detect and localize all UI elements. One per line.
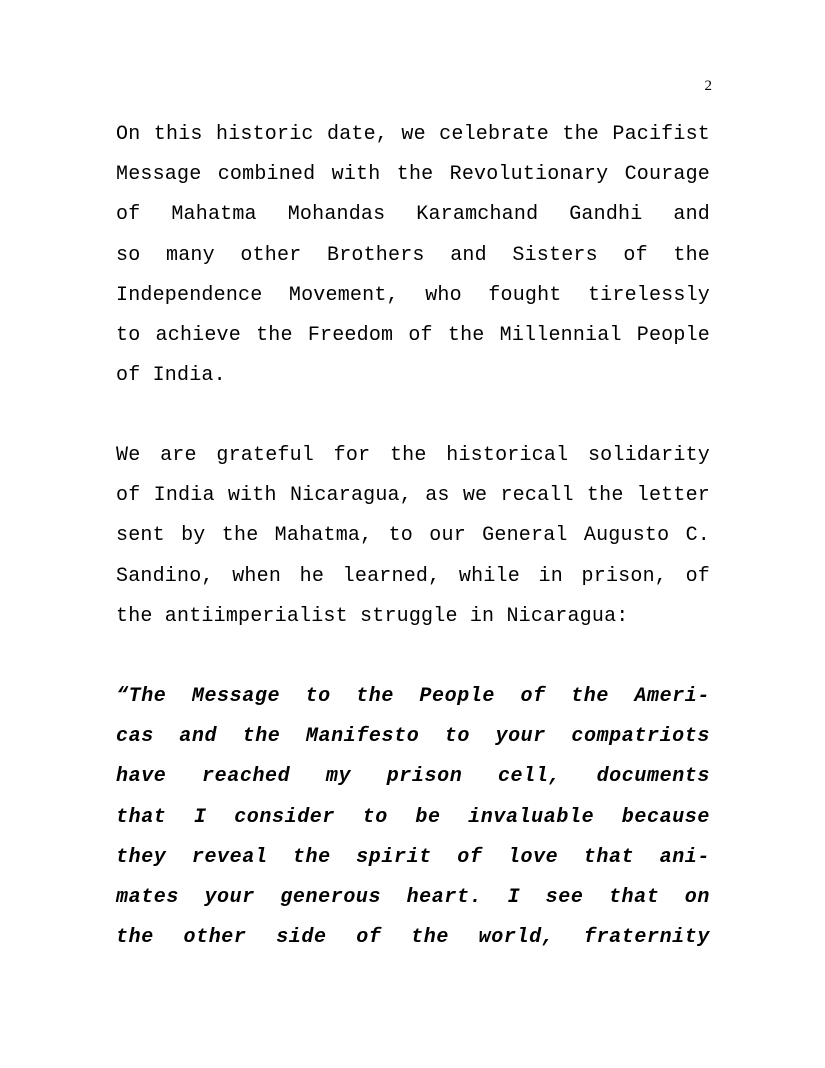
quote-line: “The Message to the People of the Ameri- [116, 685, 710, 708]
text-line: On this historic date, we celebrate the Pacifist [116, 123, 710, 146]
paragraph-solidarity [116, 436, 710, 637]
text-line: Message combined with the Revolutionary Courage [116, 163, 710, 187]
quote-line: cas and the Manifesto to your compatriots [116, 725, 710, 749]
quote-line: that I consider to be invaluable because [116, 805, 710, 829]
quote-line: have reached my prison cell, documents [116, 765, 710, 789]
text-line: sent by the Mahatma, to our General Augusto C. [116, 524, 710, 548]
paragraph-gandhi-tribute [116, 115, 710, 396]
text-line: Sandino, when he learned, while in prison, of [116, 564, 710, 588]
text-line: so many other Brothers and Sisters of the [116, 243, 710, 267]
text-line: the antiimperialist struggle in Nicaragua: [116, 604, 629, 628]
text-line: Independence Movement, who fought tirelessly [116, 283, 710, 307]
text-line: to achieve the Freedom of the Millennial People [116, 323, 710, 347]
text-line: of Mahatma Mohandas Karamchand Gandhi and [116, 203, 710, 227]
quote-line: they reveal the spirit of love that ani- [116, 845, 710, 869]
page-number: 2 [704, 78, 712, 94]
quote-line: mates your generous heart. I see that on [116, 885, 710, 909]
text-line: of India with Nicaragua, as we recall the letter [116, 484, 710, 508]
gandhi-letter-quote [116, 677, 710, 958]
text-line: of India. [116, 364, 226, 388]
quote-line: the other side of the world, fraternity [116, 926, 710, 950]
text-line: We are grateful for the historical solidarity [116, 444, 710, 467]
